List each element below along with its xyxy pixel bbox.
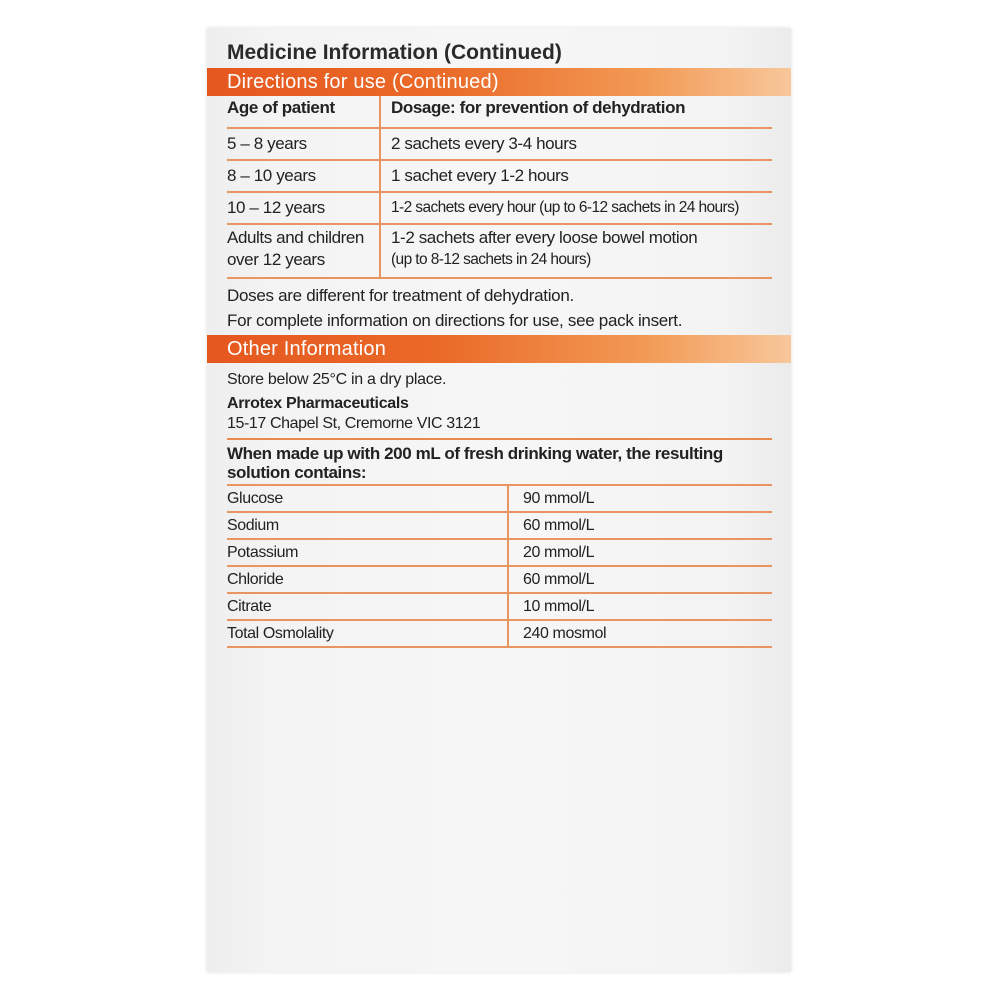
solution-heading bbox=[227, 440, 779, 484]
age-line: over 12 years bbox=[227, 250, 325, 269]
table-row bbox=[227, 486, 772, 512]
age-cell bbox=[227, 224, 380, 278]
table-row bbox=[227, 620, 772, 647]
note-text: For complete information on directions for use, see pack insert. bbox=[227, 311, 683, 330]
dose-cell: 1 sachet every 1-2 hours bbox=[380, 160, 772, 192]
age-cell: 10 – 12 years bbox=[227, 192, 380, 224]
page-title: Medicine Information (Continued) bbox=[227, 41, 562, 64]
company-name: Arrotex Pharmaceuticals bbox=[227, 395, 409, 412]
ingredient-name: Potassium bbox=[227, 539, 508, 566]
table-row bbox=[227, 128, 772, 160]
panel-content bbox=[227, 38, 779, 648]
ingredient-name: Citrate bbox=[227, 593, 508, 620]
table-row bbox=[227, 224, 772, 278]
section-band-other-information: Other Information bbox=[207, 335, 791, 363]
table-row bbox=[227, 593, 772, 620]
dosage-table bbox=[227, 96, 772, 279]
dose-line: 1-2 sachets after every loose bowel motion bbox=[391, 228, 698, 247]
ingredient-name: Total Osmolality bbox=[227, 620, 508, 647]
ingredient-value: 60 mmol/L bbox=[508, 512, 772, 539]
medicine-pack-panel bbox=[207, 28, 791, 972]
dosage-notes bbox=[227, 279, 779, 335]
solution-heading-line: When made up with 200 mL of fresh drinking water, the resulting bbox=[227, 444, 723, 463]
ingredient-value: 60 mmol/L bbox=[508, 566, 772, 593]
company-address: 15-17 Chapel St, Cremorne VIC 3121 bbox=[227, 414, 772, 440]
section-band-directions: Directions for use (Continued) bbox=[207, 68, 791, 96]
table-row bbox=[227, 192, 772, 224]
ingredient-name: Glucose bbox=[227, 486, 508, 512]
age-line: Adults and children bbox=[227, 228, 364, 247]
dosage-table-header bbox=[227, 96, 772, 128]
solution-heading-line: solution contains: bbox=[227, 463, 367, 482]
note-text: Doses are different for treatment of dehydration. bbox=[227, 286, 574, 305]
storage-instructions: Store below 25°C in a dry place. bbox=[227, 371, 447, 388]
dose-cell: 1-2 sachets every hour (up to 6-12 sachets in 24 hours) bbox=[380, 192, 772, 224]
age-cell: 5 – 8 years bbox=[227, 128, 380, 160]
dose-line: (up to 8-12 sachets in 24 hours) bbox=[391, 251, 591, 268]
ingredient-value: 10 mmol/L bbox=[508, 593, 772, 620]
ingredient-name: Chloride bbox=[227, 566, 508, 593]
ingredient-value: 20 mmol/L bbox=[508, 539, 772, 566]
dose-cell bbox=[380, 224, 772, 278]
age-cell: 8 – 10 years bbox=[227, 160, 380, 192]
ingredient-value: 240 mosmol bbox=[508, 620, 772, 647]
composition-table bbox=[227, 486, 772, 648]
table-row bbox=[227, 512, 772, 539]
column-header-age: Age of patient bbox=[227, 96, 380, 128]
table-row bbox=[227, 160, 772, 192]
table-row bbox=[227, 566, 772, 593]
dose-cell: 2 sachets every 3-4 hours bbox=[380, 128, 772, 160]
table-row bbox=[227, 539, 772, 566]
ingredient-value: 90 mmol/L bbox=[508, 486, 772, 512]
column-header-dosage: Dosage: for prevention of dehydration bbox=[380, 96, 772, 128]
ingredient-name: Sodium bbox=[227, 512, 508, 539]
